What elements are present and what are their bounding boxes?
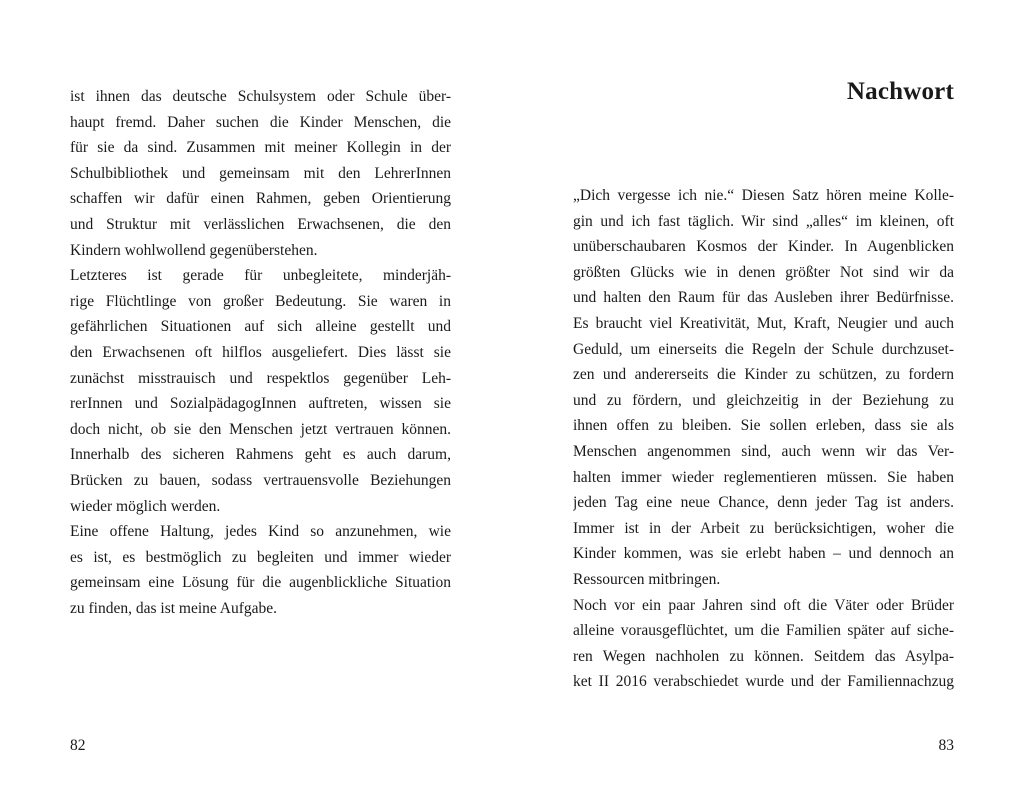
text-line: Ressourcen mitbringen. [573, 570, 721, 588]
text-line: Letzteres ist gerade für unbegleitete, minderjäh- [70, 267, 451, 285]
page-number-left: 82 [70, 737, 86, 754]
text-line: haupt fremd. Daher suchen die Kinder Menschen, die [70, 113, 451, 131]
text-line: es ist, es bestmöglich zu begleiten und immer wieder [70, 548, 451, 566]
text-line: schaffen wir dafür einen Rahmen, geben Orientierung [70, 190, 451, 208]
text-line: Menschen angenommen sind, auch wenn wir das Ver- [573, 442, 954, 460]
text-line: zunächst misstrauisch und respektlos gegenüber Leh- [70, 369, 451, 387]
text-line: Brücken zu bauen, sodass vertrauensvolle Beziehungen [70, 471, 451, 489]
text-line: doch nicht, ob sie den Menschen jetzt vertrauen können. [70, 420, 451, 438]
left-page-body-text [70, 84, 451, 621]
text-line: jeden Tag eine neue Chance, denn jeder Tag ist anders. [573, 494, 954, 512]
right-page [512, 0, 1024, 802]
text-line: gemeinsam eine Lösung für die augenblickliche Situation [70, 574, 451, 592]
text-line: ist ihnen das deutsche Schulsystem oder Schule über- [70, 88, 451, 105]
text-line: gin und ich fast täglich. Wir sind „alles“ im kleinen, oft [573, 212, 954, 230]
text-line: Kindern wohlwollend gegenüberstehen. [70, 241, 318, 259]
right-page-body-text [573, 183, 954, 695]
text-line: alleine vorausgeflüchtet, um die Familien später auf siche- [573, 622, 954, 640]
text-line: Innerhalb des sicheren Rahmens geht es auch darum, [70, 446, 451, 464]
text-line: und zu fördern, und gleichzeitig in der Beziehung zu [573, 391, 954, 409]
text-line: „Dich vergesse ich nie.“ Diesen Satz hören meine Kolle- [573, 187, 954, 204]
text-line: Eine offene Haltung, jedes Kind so anzunehmen, wie [70, 523, 451, 541]
text-line: rerInnen und SozialpädagogInnen auftreten, wissen sie [70, 395, 451, 413]
text-line: ihnen offen zu bleiben. Sie sollen erleben, dass sie als [573, 417, 954, 435]
text-line: ren Wegen nachholen zu können. Seitdem das Asylpa- [573, 647, 954, 665]
text-line: unüberschaubaren Kosmos der Kinder. In Augenblicken [573, 238, 954, 256]
text-line: Noch vor ein paar Jahren sind oft die Väter oder Brüder [573, 596, 954, 614]
text-line: halten immer wieder reglementieren müssen. Sie haben [573, 468, 954, 486]
text-line: Immer ist in der Arbeit zu berücksichtigen, woher die [573, 519, 954, 537]
text-line: für sie da sind. Zusammen mit meiner Kollegin in der [70, 139, 451, 157]
text-line: größten Glücks wie in denen größter Not sind wir da [573, 263, 954, 281]
text-line: zen und andererseits die Kinder zu schützen, zu fordern [573, 366, 954, 384]
text-line: ket II 2016 verabschiedet wurde und der Familiennachzug [573, 673, 954, 691]
text-line: Es braucht viel Kreativität, Mut, Kraft, Neugier und auch [573, 314, 954, 332]
chapter-title: Nachwort [846, 78, 954, 105]
text-line: Geduld, um einerseits die Regeln der Schule durchzuset- [573, 340, 954, 358]
text-line: wieder möglich werden. [70, 497, 221, 515]
page-number-right: 83 [938, 737, 954, 754]
text-line: gefährlichen Situationen auf sich alleine gestellt und [70, 318, 451, 336]
text-line: Schulbibliothek und gemeinsam mit den LehrerInnen [70, 164, 451, 182]
text-line: Kinder kommen, was sie erlebt haben – und dennoch an [573, 545, 954, 563]
text-line: zu finden, das ist meine Aufgabe. [70, 599, 278, 617]
text-line: den Erwachsenen oft hilflos ausgeliefert. Dies lässt sie [70, 343, 451, 361]
text-line: und halten den Raum für das Ausleben ihrer Bedürfnisse. [573, 289, 954, 307]
text-line: rige Flüchtlinge von großer Bedeutung. Sie waren in [70, 292, 451, 310]
text-line: und Struktur mit verlässlichen Erwachsenen, die den [70, 215, 451, 233]
